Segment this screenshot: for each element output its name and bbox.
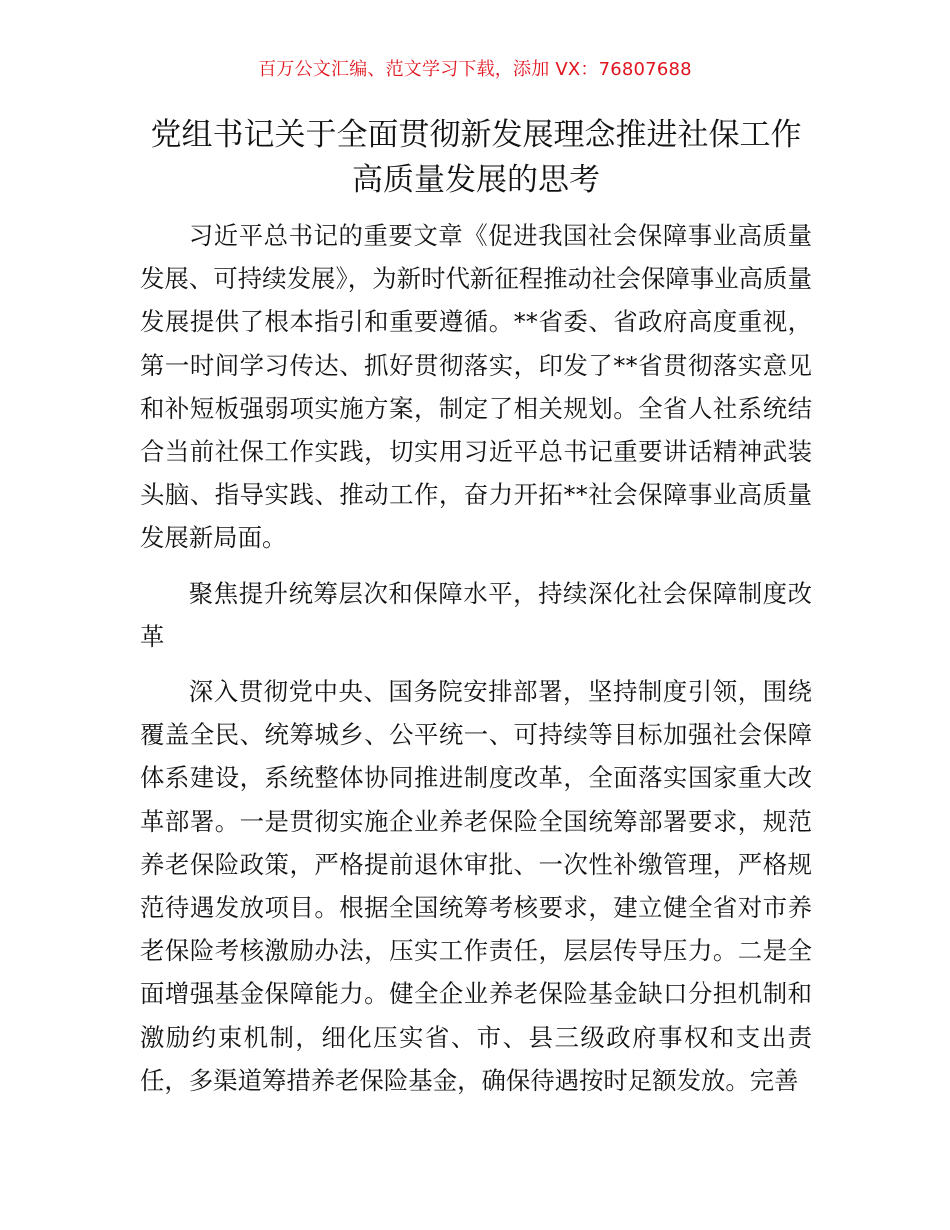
watermark-banner: 百万公文汇编、范文学习下载，添加 VX：76807688 (258, 59, 692, 80)
document-title: 党组书记关于全面贯彻新发展理念推进社保工作高质量发展的思考 (150, 117, 802, 198)
document-body (140, 214, 812, 1114)
paragraph-intro: 习近平总书记的重要文章《促进我国社会保障事业高质量发展、可持续发展》，为新时代新征程推动社会保障事业高质量发展提供了根本指引和重要遵循。**省委、省政府高度重视，第一时间学习传达、抓好贯彻落实，印发了**省贯彻落实意见和补短板强弱项实施方案，制定了相关规划。全省人社系统结合当前社保工作实践，切实用习近平总书记重要讲话精神武装头脑、指导实践、推动工作，奋力开拓**社会保障事业高质量发展新局面。 (140, 221, 812, 553)
section-heading: 聚焦提升统筹层次和保障水平，持续深化社会保障制度改革 (140, 578, 812, 651)
paragraph-reform: 深入贯彻党中央、国务院安排部署，坚持制度引领，围绕覆盖全民、统筹城乡、公平统一、可持续等目标加强社会保障体系建设，系统整体协同推进制度改革，全面落实国家重大改革部署。一是贯彻实施企业养老保险全国统筹部署要求，规范养老保险政策，严格提前退休审批、一次性补缴管理，严格规范待遇发放项目。根据全国统筹考核要求，建立健全省对市养老保险考核激励办法，压实工作责任，层层传导压力。二是全面增强基金保障能力。健全企业养老保险基金缺口分担机制和激励约束机制，细化压实省、市、县三级政府事权和支出责任，多渠道筹措养老保险基金，确保待遇按时足额发放。完善 (140, 677, 812, 1095)
